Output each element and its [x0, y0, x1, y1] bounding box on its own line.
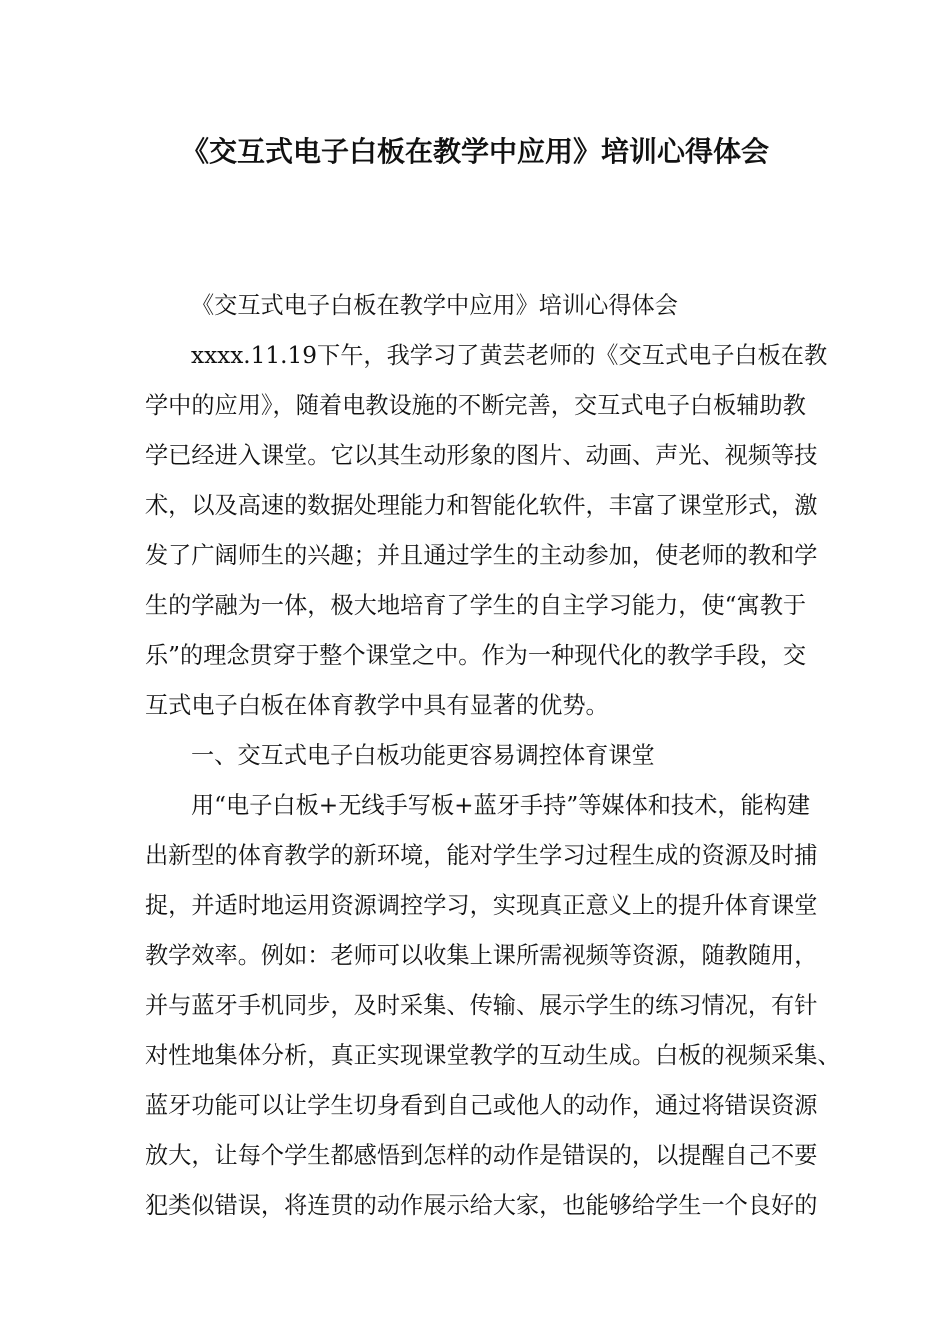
text-line: 对性地集体分析，真正实现课堂教学的互动生成。白板的视频采集、: [145, 1042, 841, 1069]
text-line: 生的学融为一体，极大地培育了学生的自主学习能力，使“寓教于: [145, 592, 807, 619]
text-line: 并与蓝牙手机同步，及时采集、传输、展示学生的练习情况，有针: [145, 992, 818, 1019]
text-line: 学已经进入课堂。它以其生动形象的图片、动画、声光、视频等技: [145, 442, 818, 469]
document-title: 《交互式电子白板在教学中应用》培训心得体会: [180, 135, 769, 168]
text-line: 捉，并适时地运用资源调控学习，实现真正意义上的提升体育课堂: [145, 892, 818, 919]
text-line: 一、交互式电子白板功能更容易调控体育课堂: [191, 742, 655, 769]
text-line: 用“电子白板+无线手写板+蓝牙手持”等媒体和技术，能构建: [191, 792, 811, 819]
text-line: 学中的应用》，随着电教设施的不断完善，交互式电子白板辅助教: [145, 392, 806, 419]
document-body: [145, 281, 841, 1231]
text-line: 教学效率。例如：老师可以收集上课所需视频等资源，随教随用，: [145, 942, 818, 969]
text-line: 犯类似错误，将连贯的动作展示给大家，也能够给学生一个良好的: [145, 1192, 818, 1219]
text-line: 放大，让每个学生都感悟到怎样的动作是错误的，以提醒自己不要: [145, 1142, 818, 1169]
text-line: 蓝牙功能可以让学生切身看到自己或他人的动作，通过将错误资源: [145, 1092, 818, 1119]
text-line: 互式电子白板在体育教学中具有显著的优势。: [145, 692, 609, 719]
text-line: 乐”的理念贯穿于整个课堂之中。作为一种现代化的教学手段，交: [145, 642, 807, 669]
text-line: xxxx.11.19下午，我学习了黄芸老师的《交互式电子白板在教: [191, 342, 828, 369]
text-line: 《交互式电子白板在教学中应用》培训心得体会: [191, 292, 678, 319]
text-line: 术，以及高速的数据处理能力和智能化软件，丰富了课堂形式，激: [145, 492, 818, 519]
text-line: 发了广阔师生的兴趣；并且通过学生的主动参加，使老师的教和学: [145, 542, 818, 569]
text-line: 出新型的体育教学的新环境，能对学生学习过程生成的资源及时捕: [145, 842, 818, 869]
